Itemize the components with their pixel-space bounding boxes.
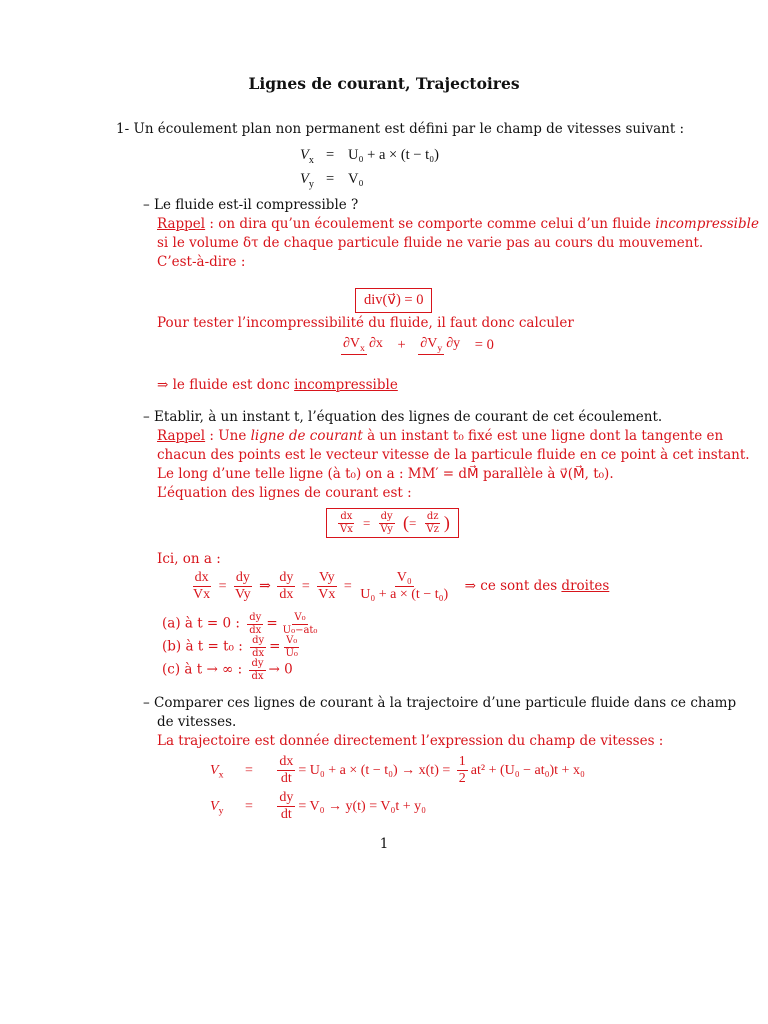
chain-frac-1 — [191, 570, 212, 603]
chain-conclusion — [465, 578, 610, 594]
vx-sub: x — [308, 154, 314, 166]
chain-frac-3 — [277, 570, 295, 603]
box-n3: dz — [426, 511, 439, 522]
s2-rappel-text2: à un instant t₀ fixé est une ligne dont la tangente en — [362, 428, 724, 444]
item-a-frac — [247, 612, 263, 636]
s3-vx-rhs1: = U₀ + a × (t − t₀) → x(t) = — [298, 762, 451, 778]
vy-sub: y — [308, 178, 314, 190]
system-vx-row — [300, 147, 314, 166]
s1-rappel-text1: : on dira qu’un écoulement se comporte comme celui d’un fluide — [205, 216, 656, 232]
item-c-label: (c) à t → ∞ : — [162, 661, 243, 678]
item-a-rn: V₀ — [294, 612, 306, 623]
s2-chain-equation — [188, 570, 609, 603]
box-paren-open: ( — [402, 512, 409, 533]
s1-question: – Le fluide est-il compressible ? — [143, 197, 359, 213]
chain-n5: V₀ — [395, 570, 414, 587]
item-b-rd: U₀ — [285, 647, 298, 659]
s3-vx-equation — [210, 754, 585, 787]
chain-eq-3: = — [343, 578, 352, 594]
item-a-n: dy — [249, 612, 262, 623]
system-vx-rhs: U₀ + a × (t − t₀) — [348, 147, 440, 163]
chain-n3: dy — [277, 570, 295, 587]
s1-derivative-sum — [338, 336, 494, 355]
s1-rappel-line1 — [157, 215, 759, 233]
s3-vx-n: dx — [277, 754, 295, 771]
s1-rappel-label: Rappel — [157, 216, 206, 232]
chain-n2: dy — [234, 570, 252, 587]
chain-d2: Vy — [235, 587, 251, 603]
chain-d5: U₀ + a × (t − t₀) — [360, 587, 449, 603]
s1-rappel-line2: si le volume δτ de chaque particule fluide ne varie pas au cours du mouvement. — [157, 235, 704, 251]
box-d1: Vx — [340, 523, 353, 535]
s3-question-line2: de vitesses. — [157, 714, 237, 730]
item-c-d: dx — [251, 670, 264, 682]
system-vy-rhs: V₀ — [348, 171, 364, 187]
box-n2: dy — [380, 511, 393, 522]
s3-vx-sub: x — [218, 769, 224, 781]
chain-d1: Vx — [193, 587, 211, 603]
s2-rappel-italic: ligne de courant — [250, 428, 363, 444]
deriv-den-y: ∂y — [446, 336, 461, 351]
chain-frac-4 — [316, 570, 337, 603]
chain-frac-5 — [358, 570, 450, 603]
vx-symbol: V — [300, 147, 309, 163]
chain-frac-2 — [233, 570, 253, 603]
system-vy-eq: = — [326, 171, 335, 187]
s1-rappel-line3: C’est-à-dire : — [157, 254, 246, 270]
vy-symbol: V — [300, 171, 309, 187]
s2-boxed-equation — [326, 508, 459, 538]
deriv-num-y: ∂V — [420, 336, 438, 351]
item-b-label: (b) à t = t₀ : — [162, 638, 243, 655]
s2-ici: Ici, on a : — [157, 551, 221, 567]
s3-vx-frac — [277, 754, 295, 787]
s1-rappel-italic: incompressible — [655, 216, 759, 232]
chain-eq-2: = — [301, 578, 310, 594]
item-a-rd: U₀−at₀ — [282, 624, 318, 636]
s2-rappel-label: Rappel — [157, 428, 206, 444]
s3-vx-eq: = — [244, 762, 253, 778]
s3-vy-n: dy — [277, 790, 295, 807]
s1-conclusion-word: incompressible — [294, 377, 398, 393]
s3-vy-sub: y — [218, 805, 224, 817]
item-a-rfrac — [281, 612, 320, 636]
s2-rappel-text1: : Une — [205, 428, 251, 444]
chain-d3: dx — [279, 587, 294, 603]
box-frac-3 — [424, 511, 441, 535]
s3-vy-rhs: = V₀ → y(t) = V₀t + y₀ — [298, 798, 427, 814]
deriv-sub-y: y — [437, 342, 443, 354]
s2-rappel-line1 — [157, 427, 723, 445]
s3-question-line1: – Comparer ces lignes de courant à la trajectoire d’une particule fluide dans ce champ — [143, 695, 737, 711]
s1-conclusion-prefix: ⇒ le fluide est donc — [157, 377, 295, 393]
system-vx-eq: = — [326, 147, 335, 163]
s3-vy-equation — [210, 790, 426, 823]
item-b-d: dx — [252, 647, 265, 659]
chain-n4: Vy — [317, 570, 337, 587]
item-b-frac — [250, 635, 266, 659]
chain-d4: Vx — [318, 587, 336, 603]
s3-vy-frac — [277, 790, 295, 823]
s1-boxed-equation: div(v⃗) = 0 — [355, 288, 432, 313]
deriv-frac-x — [341, 336, 385, 355]
item-b-n: dy — [252, 635, 265, 646]
chain-concl-word: droites — [561, 577, 610, 594]
item-c-frac — [249, 658, 265, 682]
deriv-plus: + — [397, 336, 406, 353]
item-a-label: (a) à t = 0 : — [162, 615, 240, 632]
s3-half-d: 2 — [458, 771, 466, 787]
s3-half-n: 1 — [457, 754, 468, 771]
box-frac-2 — [378, 511, 394, 535]
chain-implies: ⇒ — [259, 578, 271, 594]
s3-answer: La trajectoire est donnée directement l’expression du champ de vitesses : — [157, 733, 664, 749]
s2-rappel-line3: chacun des points est le vecteur vitesse de la particule fluide en ce point à cet instant. — [157, 447, 750, 463]
chain-concl-prefix: ⇒ ce sont des — [464, 577, 562, 594]
box-eq-2: = — [408, 515, 417, 531]
s3-vx-d: dt — [280, 771, 292, 787]
s2-rappel-line5: L’équation des lignes de courant est : — [157, 485, 412, 501]
s3-vx-rhs2: at² + (U₀ − at₀)t + x₀ — [470, 762, 585, 778]
deriv-den-x: ∂x — [368, 336, 383, 351]
chain-eq-1: = — [218, 578, 227, 594]
box-d3: Vz — [426, 523, 439, 535]
box-n1: dx — [340, 511, 353, 522]
chain-n1: dx — [193, 570, 211, 587]
page-number: 1 — [379, 836, 389, 852]
s3-half-frac — [457, 754, 468, 787]
item-b-rfrac — [283, 635, 299, 659]
item-a-d: dx — [249, 624, 262, 636]
item-c-r: → 0 — [268, 661, 293, 678]
deriv-eq-zero: = 0 — [474, 336, 494, 353]
page-title: Lignes de courant, Trajectoires — [248, 74, 520, 93]
q1-intro: 1- Un écoulement plan non permanent est défini par le champ de vitesses suivant : — [116, 121, 685, 137]
s2-item-c — [162, 658, 293, 682]
item-c-n: dy — [251, 658, 264, 669]
s3-vy-d: dt — [280, 807, 292, 823]
s1-conclusion — [157, 376, 398, 394]
box-paren-close: ) — [443, 512, 450, 533]
system-vy-row — [300, 171, 314, 190]
deriv-num-x: ∂V — [343, 336, 361, 351]
item-b-rn: V₀ — [286, 635, 298, 646]
deriv-frac-y — [418, 336, 462, 355]
s2-question: – Etablir, à un instant t, l’équation des lignes de courant de cet écoulement. — [143, 409, 663, 425]
s3-vx-symbol: V — [210, 762, 219, 778]
s2-item-a: (a) à t = 0 : $\frac{dy}{dx}$ = $\frac{\text{V₀}}{\text{U₀−at₀}}$ — [162, 612, 318, 636]
box-d2: Vy — [380, 523, 393, 535]
s3-vy-symbol: V — [210, 798, 219, 814]
s2-item-b: (b) à t = t₀ : $\frac{dy}{dx}$ = $\frac{\text{V₀}}{\text{U₀}}$ — [162, 635, 298, 659]
box-frac-1 — [338, 511, 355, 535]
s2-rappel-line4: Le long d’une telle ligne (à t₀) on a : MM′ = dM⃗ parallèle à v⃗(M⃗, t₀). — [157, 466, 614, 482]
s3-vy-eq: = — [244, 798, 253, 814]
s1-test-text: Pour tester l’incompressibilité du fluide, il faut donc calculer — [157, 315, 574, 331]
box-eq-1: = — [362, 515, 371, 531]
deriv-sub-x: x — [360, 342, 365, 354]
